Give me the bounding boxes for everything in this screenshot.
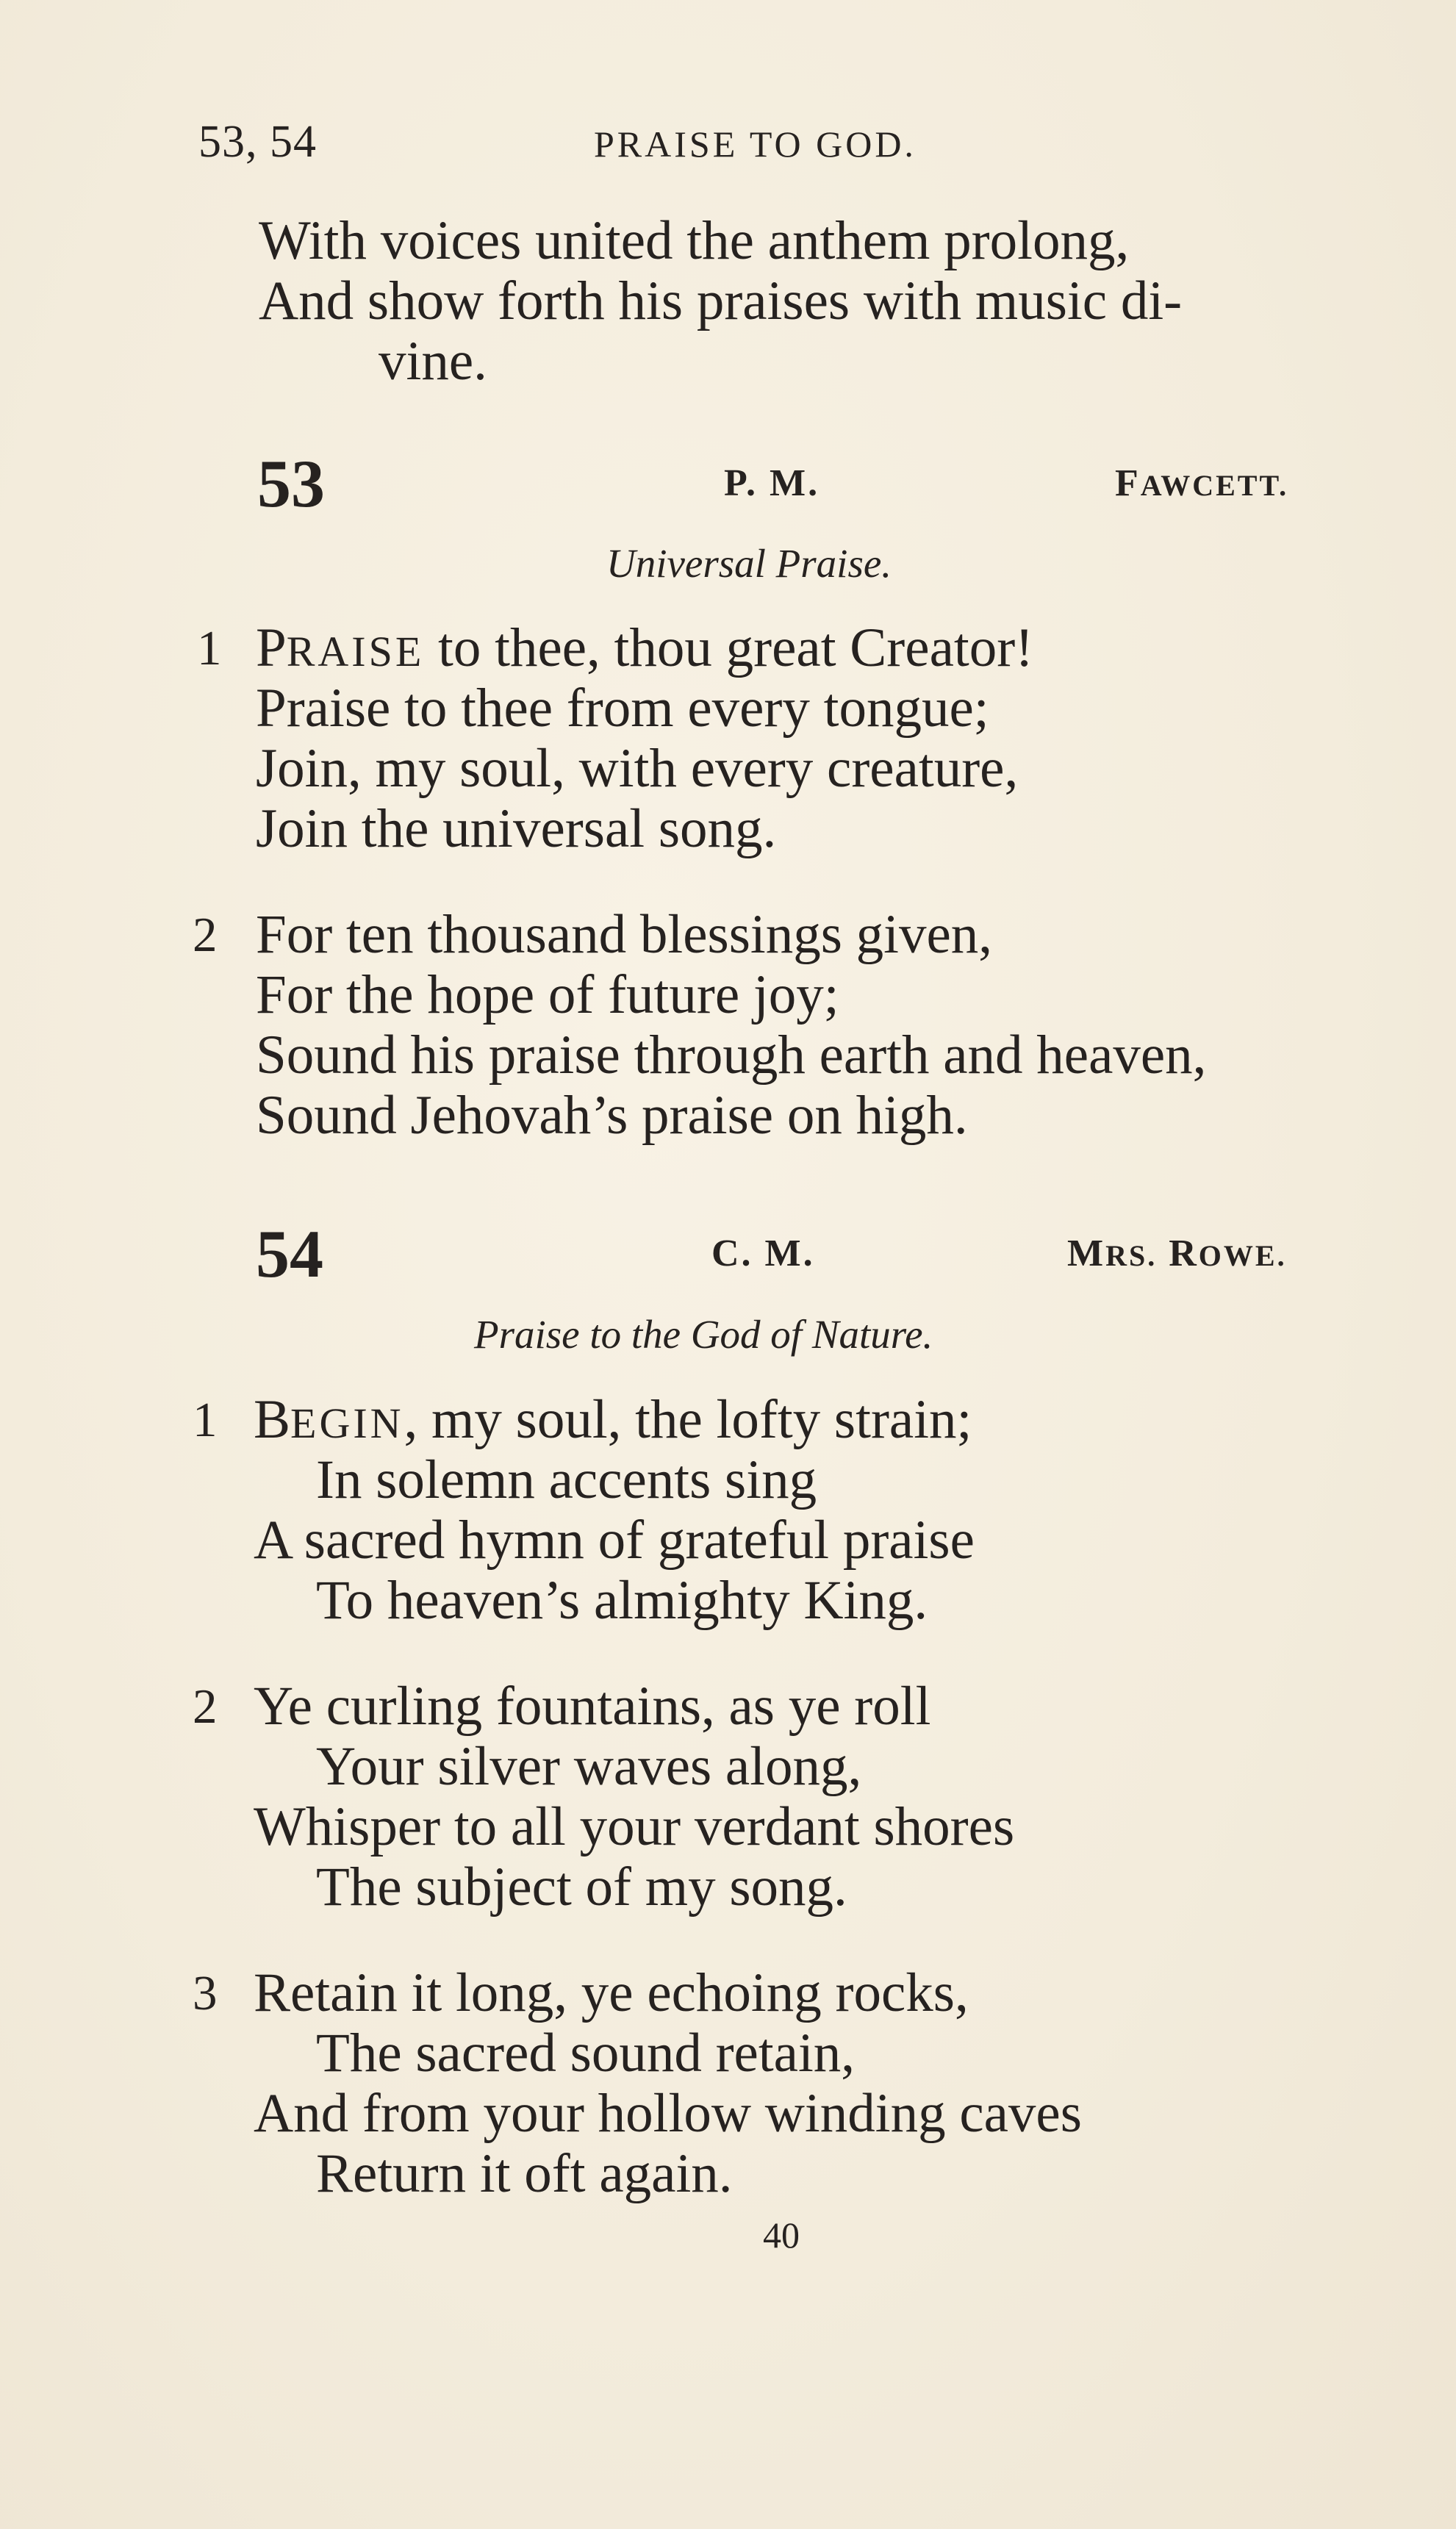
hymn-meter: P. M. [724, 462, 820, 504]
verse-line: The subject of my song. [316, 1857, 847, 1918]
hymn-author: FAWCETT. [1115, 462, 1289, 504]
verse-line: Ye curling fountains, as ye roll [254, 1676, 931, 1737]
verse-line: To heaven’s almighty King. [316, 1570, 928, 1631]
hymn-subtitle: Praise to the God of Nature. [474, 1312, 933, 1357]
hymn-author: MRS. ROWE. [1067, 1233, 1287, 1274]
verse-number: 1 [197, 621, 222, 675]
verse-line: BEGIN, my soul, the lofty strain; [254, 1389, 972, 1450]
carry-over-line: With voices united the anthem prolong, [259, 210, 1130, 271]
page-number: 40 [763, 2214, 800, 2256]
hymn-number: 54 [256, 1216, 323, 1291]
verse-line: For the hope of future joy; [256, 964, 839, 1025]
verse-line: Whisper to all your verdant shores [254, 1796, 1015, 1857]
verse-line: A sacred hymn of grateful praise [254, 1510, 975, 1571]
verse-line: Sound Jehovah’s praise on high. [256, 1085, 968, 1146]
verse-line: Sound his praise through earth and heaven, [256, 1025, 1207, 1086]
running-head-numbers: 53, 54 [198, 117, 317, 167]
running-head-title: PRAISE TO GOD. [594, 123, 917, 165]
verse-number: 1 [193, 1393, 218, 1447]
verse-line: PRAISE to thee, thou great Creator! [256, 617, 1034, 678]
hymn-meter: C. M. [711, 1233, 815, 1274]
verse-number: 2 [193, 1679, 218, 1734]
carry-over-line: And show forth his praises with music di- [259, 270, 1183, 331]
verse-line: Join the universal song. [256, 798, 777, 859]
verse-line: Return it oft again. [316, 2143, 733, 2204]
verse-line: And from your hollow winding caves [254, 2083, 1082, 2144]
verse-line: For ten thousand blessings given, [256, 904, 993, 965]
carry-over-line: vine. [379, 331, 487, 392]
verse-line: The sacred sound retain, [316, 2023, 856, 2084]
verse-line: Praise to thee from every tongue; [256, 678, 989, 739]
hymn-subtitle: Universal Praise. [606, 541, 892, 586]
verse-line: Retain it long, ye echoing rocks, [254, 1962, 969, 2023]
verse-line: Your silver waves along, [316, 1736, 862, 1797]
hymn-number: 53 [257, 446, 325, 521]
verse-line: In solemn accents sing [316, 1449, 817, 1510]
verse-number: 3 [193, 1966, 218, 2020]
verse-number: 2 [193, 908, 218, 962]
verse-line: Join, my soul, with every creature, [256, 738, 1019, 799]
